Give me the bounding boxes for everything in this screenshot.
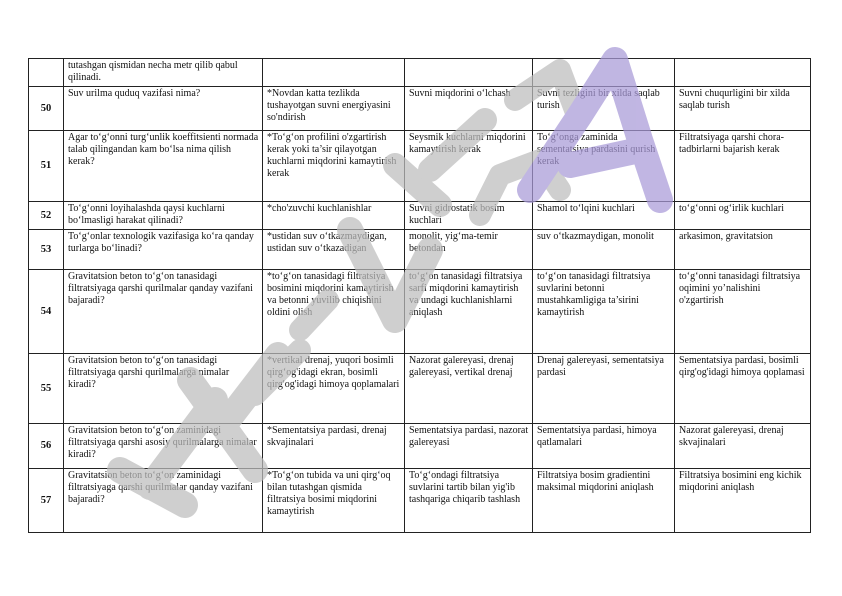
question-text: Gravitatsion beton to‘g‘on zaminidagi filtratsiyaga qarshi asosiy qurilmalarga nimalar kiradi? [64,424,263,469]
answer-option: Shamol to‘lqini kuchlari [533,202,675,230]
answer-correct [263,59,405,87]
table-row [29,59,811,87]
answer-option: Suvni tezligini bir xilda saqlab turish [533,87,675,131]
question-number: 57 [29,469,64,533]
question-number [29,59,64,87]
answer-option: Sementatsiya pardasi, bosimli qirg'og'idagi himoya qoplamasi [675,354,811,424]
question-text: Gravitatsion beton to‘g‘on tanasidagi filtratsiyaga qarshi qurilmalar qanday vazifani bajaradi? [64,270,263,354]
question-text: Gravitatsion beton to‘g‘on tanasidagi filtratsiyaga qarshi qurilmalarga nimalar kiradi? [64,354,263,424]
answer-option: to‘g‘onni tanasidagi filtratsiya oqimini yo’nalishini o'zgartirish [675,270,811,354]
quiz-table [28,58,811,533]
question-text: To‘g‘onlar texnologik vazifasiga ko‘ra qanday turlarga bo‘linadi? [64,230,263,270]
answer-option: Nazorat galereyasi, drenaj skvajinalari [675,424,811,469]
answer-option: arkasimon, gravitatsion [675,230,811,270]
answer-option: to‘g‘on tanasidagi filtratsiya suvlarini betonni mustahkamligiga ta’sirini kamaytirish [533,270,675,354]
answer-option [533,59,675,87]
question-text: Agar to‘g‘onni turg‘unlik koeffitsienti normada talab qilingandan kam bo‘lsa nima qilish kerak? [64,131,263,202]
table-row [29,270,811,354]
answer-option: Suvni gidrostatik bosim kuchlari [405,202,533,230]
question-number: 52 [29,202,64,230]
answer-option: to‘g‘onni og‘irlik kuchlari [675,202,811,230]
answer-option: Suvni chuqurligini bir xilda saqlab turish [675,87,811,131]
question-number: 53 [29,230,64,270]
table-row [29,202,811,230]
answer-correct: *cho'zuvchi kuchlanishlar [263,202,405,230]
answer-option: Nazorat galereyasi, drenaj galereyasi, vertikal drenaj [405,354,533,424]
answer-correct: *Sementatsiya pardasi, drenaj skvajinalari [263,424,405,469]
question-number: 56 [29,424,64,469]
answer-option: Filtratsiyaga qarshi chora-tadbirlarni bajarish kerak [675,131,811,202]
answer-option: Filtratsiya bosim gradientini maksimal miqdorini aniqlash [533,469,675,533]
answer-option: Sementatsiya pardasi, nazorat galereyasi [405,424,533,469]
answer-option [405,59,533,87]
answer-option: Drenaj galereyasi, sementatsiya pardasi [533,354,675,424]
question-number: 50 [29,87,64,131]
question-text: Gravitatsion beton to‘g‘on zaminidagi filtratsiyaga qarshi qurilmalar qanday vazifani bajaradi? [64,469,263,533]
answer-correct: *To‘g‘on profilini o'zgartirish kerak yoki ta’sir qilayotgan kuchlarni miqdorini kamaytirish kerak [263,131,405,202]
table-row [29,424,811,469]
table-row [29,469,811,533]
question-number: 54 [29,270,64,354]
question-number: 51 [29,131,64,202]
answer-option: To‘g‘onga zaminida sementatsiya pardasini qurish kerak [533,131,675,202]
answer-option: monolit, yig‘ma-temir betondan [405,230,533,270]
answer-option: Suvni miqdorini o‘lchash [405,87,533,131]
table-row [29,131,811,202]
answer-option: suv o‘tkazmaydigan, monolit [533,230,675,270]
question-text: Suv urilma quduq vazifasi nima? [64,87,263,131]
table-row [29,230,811,270]
answer-option: To‘g‘ondagi filtratsiya suvlarini tartib bilan yig'ib tashqariga chiqarib tashlash [405,469,533,533]
answer-correct: *ustidan suv o‘tkazmaydigan, ustidan suv o‘tkazadigan [263,230,405,270]
answer-option: Sementatsiya pardasi, himoya qatlamalari [533,424,675,469]
answer-option: Filtratsiya bosimini eng kichik miqdorini aniqlash [675,469,811,533]
answer-correct: *Novdan katta tezlikda tushayotgan suvni energiyasini so'ndirish [263,87,405,131]
table-row [29,354,811,424]
answer-correct: *vertikal drenaj, yuqori bosimli qirg‘og'idagi ekran, bosimli qirg'og'idagi himoya qoplamalari [263,354,405,424]
answer-correct: *To‘g‘on tubida va uni qirg‘oq bilan tutashgan qismida filtratsiya bosimi miqdorini kamaytirish [263,469,405,533]
table-row [29,87,811,131]
answer-option [675,59,811,87]
question-text: To‘g‘onni loyihalashda qaysi kuchlarni bo‘lmasligi harakat qilinadi? [64,202,263,230]
answer-option: to‘g‘on tanasidagi filtratsiya sarfi miqdorini kamaytirish va undagi kuchlanishlarni aniqlash [405,270,533,354]
answer-correct: *to‘g‘on tanasidagi filtratsiya bosimini miqdorini kamaytirish va betonni yuvilib chiqishini oldini olish [263,270,405,354]
question-text: tutashgan qismidan necha metr qilib qabul qilinadi. [64,59,263,87]
answer-option: Seysmik kuchlarni miqdorini kamaytirish kerak [405,131,533,202]
question-number: 55 [29,354,64,424]
